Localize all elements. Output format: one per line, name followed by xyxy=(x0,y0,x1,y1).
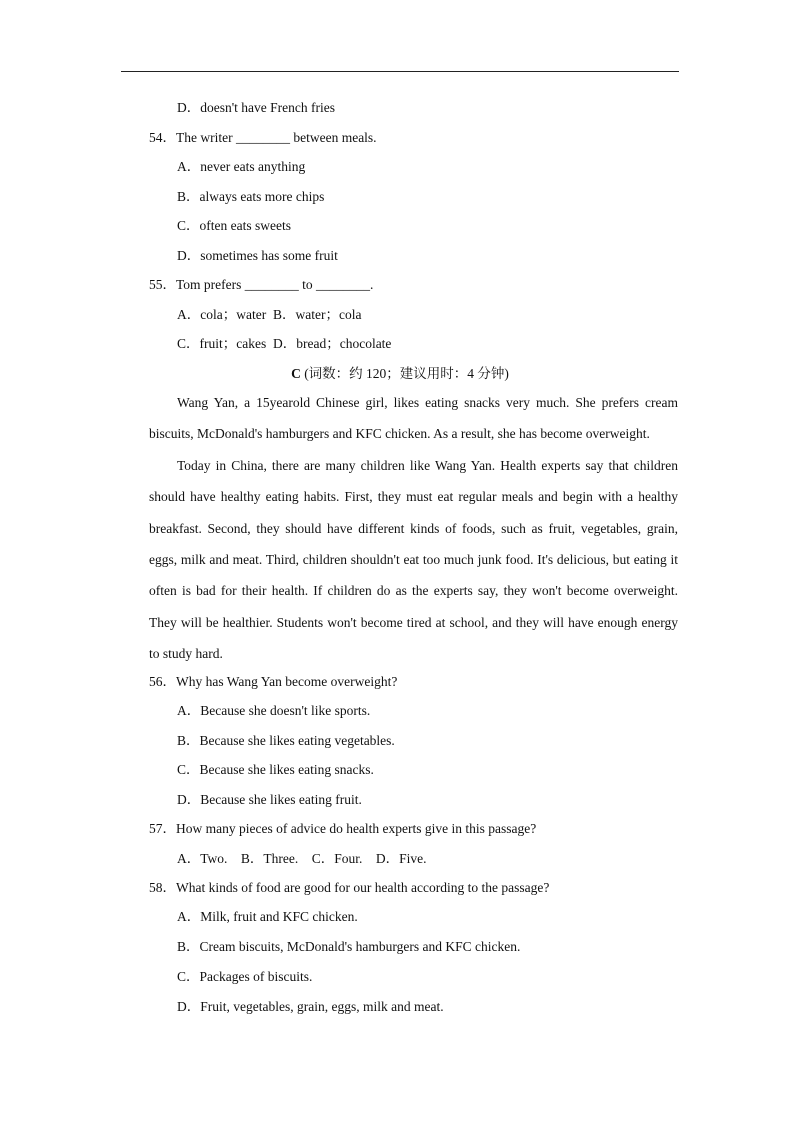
q57-stem: 57．How many pieces of advice do health experts give in this passage? xyxy=(149,821,537,836)
q56-option-b: B．Because she likes eating vegetables. xyxy=(177,733,395,748)
q57-options: A．Two. B．Three. C．Four. D．Five. xyxy=(177,851,427,866)
q54-option-b: B．always eats more chips xyxy=(177,189,325,204)
q56-stem: 56．Why has Wang Yan become overweight? xyxy=(149,674,398,689)
q54-stem: 54．The writer ________ between meals. xyxy=(149,130,377,145)
q54-option-a: A．never eats anything xyxy=(177,159,306,174)
q56-option-c: C．Because she likes eating snacks. xyxy=(177,762,374,777)
q55-options-ab: A．cola；water B．water；cola xyxy=(177,307,362,322)
q54-option-d: D．sometimes has some fruit xyxy=(177,248,338,263)
q58-option-b: B．Cream biscuits, McDonald's hamburgers and KFC chicken. xyxy=(177,939,521,954)
q58-option-c: C．Packages of biscuits. xyxy=(177,969,313,984)
q54-option-c: C．often eats sweets xyxy=(177,218,291,233)
q55-options-cd: C．fruit；cakes D．bread；chocolate xyxy=(177,336,392,351)
section-note: (词数：约 120；建议用时：4 分钟) xyxy=(300,366,509,381)
q58-stem: 58．What kinds of food are good for our health according to the passage? xyxy=(149,880,550,895)
q58-option-d: D．Fruit, vegetables, grain, eggs, milk and meat. xyxy=(177,999,444,1014)
section-letter: C xyxy=(291,366,301,381)
q53-option-d: D．doesn't have French fries xyxy=(177,100,336,115)
passage-paragraph-1: Wang Yan, a 15yearold Chinese girl, likes eating snacks very much. She prefers cream biscuits, McDonald's hamburgers and KFC chicken. As a result, she has become overweight. xyxy=(149,395,678,442)
header-rule xyxy=(121,71,679,72)
q56-option-d: D．Because she likes eating fruit. xyxy=(177,792,362,807)
q55-stem: 55．Tom prefers ________ to ________. xyxy=(149,277,374,292)
q58-option-a: A．Milk, fruit and KFC chicken. xyxy=(177,909,358,924)
passage xyxy=(149,387,678,670)
passage-paragraph-2: Today in China, there are many children like Wang Yan. Health experts say that children should have healthy eating habits. First, they must eat regular meals and begin with a healthy breakfast. Second, they should have different kinds of foods, such as fruit, vegetables, grain, eggs, milk and meat. Third, children shouldn't eat too much junk food. It's delicious, but eating it often is bad for their health. If children do as the experts say, they won't become overweight. They will be healthier. Students won't become tired at school, and they will have enough energy to study hard. xyxy=(149,457,678,662)
q56-option-a: A．Because she doesn't like sports. xyxy=(177,703,371,718)
section-c-heading xyxy=(121,365,679,383)
